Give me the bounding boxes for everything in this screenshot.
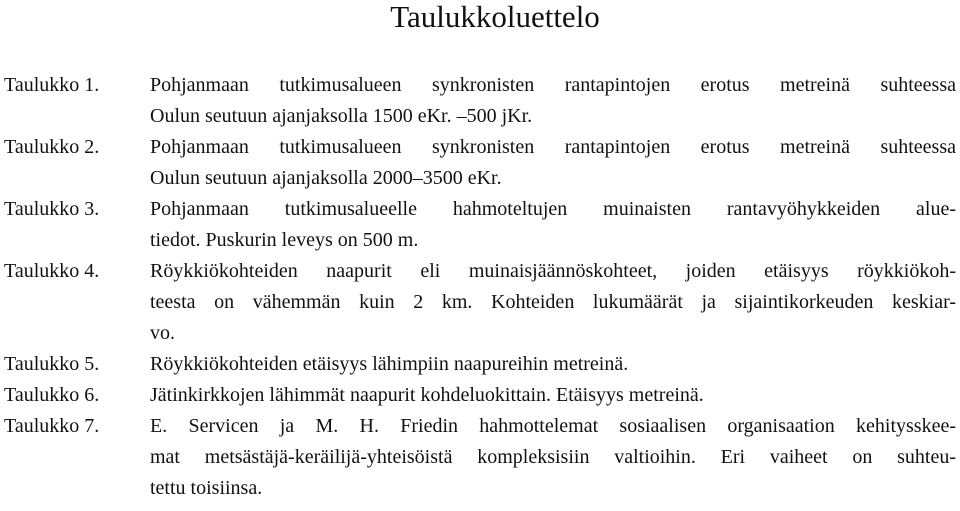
description-line: mat metsästäjä-keräilijä-yhteisöistä kompleksisiin valtioihin. Eri vaiheet on suhteu- [150, 446, 956, 468]
table-description [150, 380, 956, 411]
description-line: vo. [150, 322, 175, 344]
table-description [150, 411, 956, 504]
table-label: Taulukko 5. [4, 353, 100, 375]
table-label: Taulukko 1. [4, 74, 100, 96]
table-description [150, 194, 956, 256]
description-line: Jätinkirkkojen lähimmät naapurit kohdeluokittain. Etäisyys metreinä. [150, 384, 704, 406]
table-entry-7 [0, 411, 960, 504]
table-description [150, 256, 956, 349]
description-line: Röykkiökohteiden naapurit eli muinaisjäännöskohteet, joiden etäisyys röykkiökoh- [150, 260, 956, 282]
table-label: Taulukko 7. [4, 415, 100, 437]
table-label: Taulukko 2. [4, 136, 100, 158]
table-entry-2 [0, 132, 960, 194]
table-label: Taulukko 4. [4, 260, 100, 282]
table-description [150, 132, 956, 194]
table-entry-1 [0, 70, 960, 132]
table-description [150, 70, 956, 132]
description-line: tiedot. Puskurin leveys on 500 m. [150, 229, 419, 251]
description-line: E. Servicen ja M. H. Friedin hahmottelemat sosiaalisen organisaation kehitysskee- [150, 415, 956, 437]
table-entry-3 [0, 194, 960, 256]
description-line: Pohjanmaan tutkimusalueelle hahmoteltujen muinaisten rantavyöhykkeiden alue- [150, 198, 956, 220]
description-line: tettu toisiinsa. [150, 477, 263, 499]
table-label: Taulukko 6. [4, 384, 100, 406]
table-list [0, 70, 960, 504]
page-title: Taulukkoluettelo [390, 0, 600, 34]
description-line: Oulun seutuun ajanjaksolla 1500 eKr. –500 jKr. [150, 105, 533, 127]
description-line: Pohjanmaan tutkimusalueen synkronisten rantapintojen erotus metreinä suhteessa [150, 74, 956, 96]
table-entry-5 [0, 349, 960, 380]
table-description [150, 349, 956, 380]
table-entry-4 [0, 256, 960, 349]
description-line: Röykkiökohteiden etäisyys lähimpiin naapureihin metreinä. [150, 353, 629, 375]
description-line: Oulun seutuun ajanjaksolla 2000–3500 eKr. [150, 167, 502, 189]
description-line: teesta on vähemmän kuin 2 km. Kohteiden lukumäärät ja sijaintikorkeuden keskiar- [150, 291, 956, 313]
table-label: Taulukko 3. [4, 198, 100, 220]
description-line: Pohjanmaan tutkimusalueen synkronisten rantapintojen erotus metreinä suhteessa [150, 136, 956, 158]
table-entry-6 [0, 380, 960, 411]
